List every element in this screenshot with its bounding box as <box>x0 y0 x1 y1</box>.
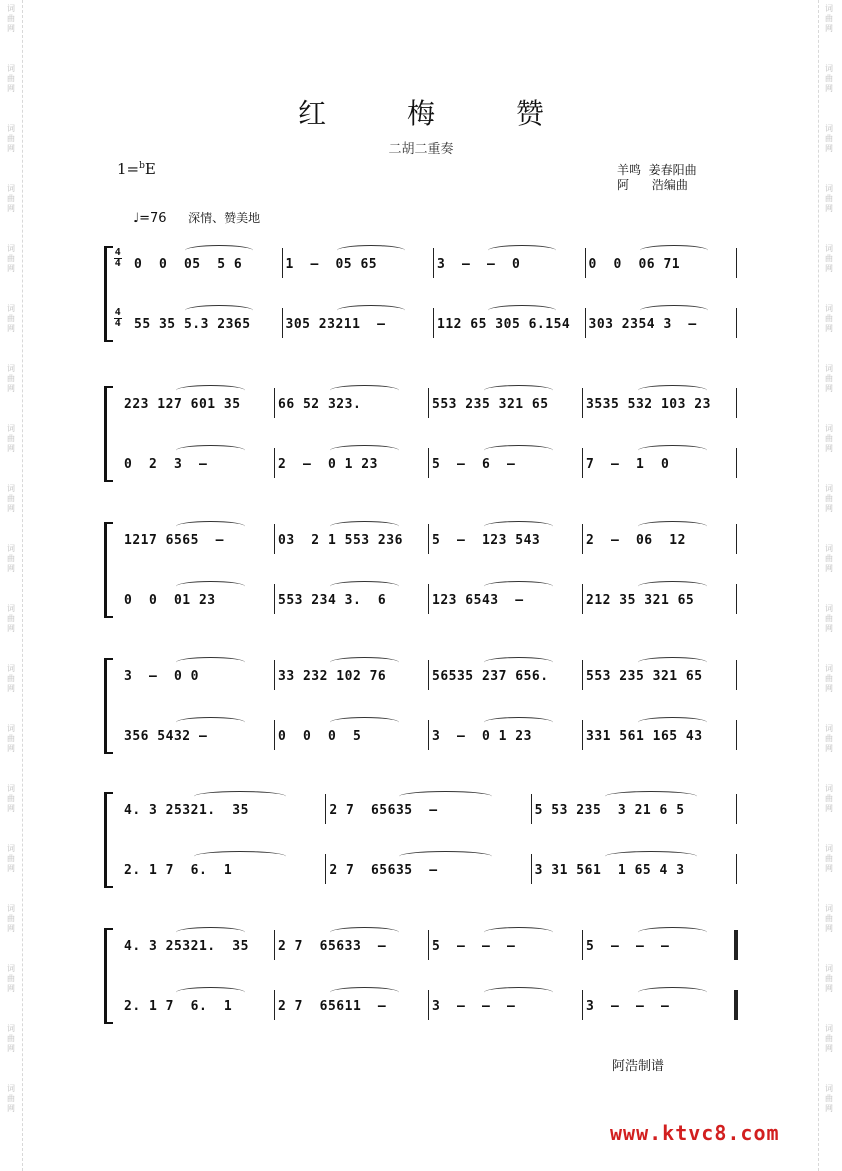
measure-notes: 4. 3 25321. 35 <box>124 803 249 818</box>
system-bracket <box>104 246 113 342</box>
measure <box>535 800 734 822</box>
slur <box>484 927 553 938</box>
measure-notes: 0 2 3 – <box>124 457 208 472</box>
slur <box>399 851 491 862</box>
barline <box>531 854 532 884</box>
margin-watermark: 词 曲 网 <box>825 4 833 33</box>
measure-notes: 331 561 165 43 <box>586 729 703 744</box>
slur <box>484 385 553 396</box>
slur <box>330 445 399 456</box>
barline <box>582 990 583 1020</box>
barline <box>736 794 737 824</box>
slur <box>337 305 405 316</box>
margin-watermark: 词 曲 网 <box>825 904 833 933</box>
margin-watermark: 词 曲 网 <box>825 844 833 873</box>
measure <box>586 530 734 552</box>
slur <box>638 445 707 456</box>
slur <box>484 657 553 668</box>
barline <box>428 930 429 960</box>
measure <box>134 254 280 276</box>
system-bracket <box>104 658 113 754</box>
time-sig-top: 4 <box>114 247 122 258</box>
margin-watermark: 词 曲 网 <box>825 124 833 153</box>
expression-mark: 深情、赞美地 <box>188 211 261 225</box>
measure-notes: 5 – – – <box>586 939 670 954</box>
upper-part-staff <box>114 247 738 276</box>
slur <box>638 657 707 668</box>
slur <box>176 987 245 998</box>
measure-notes: 03 2 1 553 236 <box>278 533 403 548</box>
margin-watermark: 词 曲 网 <box>825 364 833 393</box>
key-label: 1= <box>117 160 140 178</box>
score-system <box>104 658 738 756</box>
measure-notes: 5 – 123 543 <box>432 533 541 548</box>
measure <box>432 666 580 688</box>
time-sig-bottom: 4 <box>114 318 122 329</box>
measure <box>124 800 323 822</box>
measure <box>278 936 426 958</box>
upper-part-staff <box>118 936 738 958</box>
margin-watermark: 词 曲 网 <box>7 244 15 273</box>
tempo-marking <box>133 209 260 226</box>
measure-notes: 305 23211 – <box>285 317 386 332</box>
upper-part-staff <box>118 800 738 822</box>
measure-notes: 5 – – – <box>432 939 516 954</box>
barline <box>428 448 429 478</box>
margin-watermark: 词 曲 网 <box>7 664 15 693</box>
upper-part-staff <box>118 530 738 552</box>
time-sig-bottom: 4 <box>114 258 122 269</box>
time-sig-top: 4 <box>114 307 122 318</box>
slur <box>337 245 405 256</box>
margin-watermark: 词 曲 网 <box>7 904 15 933</box>
margin-watermark: 词 曲 网 <box>825 724 833 753</box>
key-flat: b <box>139 161 145 171</box>
measure <box>124 860 323 882</box>
measure <box>586 590 734 612</box>
margin-watermark: 词 曲 网 <box>7 424 15 453</box>
measure <box>589 314 735 336</box>
margin-watermark: 词 曲 网 <box>7 964 15 993</box>
slur <box>176 445 245 456</box>
barline <box>325 794 326 824</box>
margin-watermark: 词 曲 网 <box>7 844 15 873</box>
measure <box>124 530 272 552</box>
system-bracket <box>104 522 113 618</box>
measure-notes: 66 52 323. <box>278 397 362 412</box>
barline <box>282 248 283 278</box>
barline <box>585 308 586 338</box>
page-title: 红 梅 赞 <box>298 97 580 130</box>
right-watermark-column <box>822 0 836 1171</box>
measure-notes: 553 234 3. 6 <box>278 593 387 608</box>
slur <box>176 581 245 592</box>
composer-line: 羊鸣 姜春阳曲 <box>617 163 697 177</box>
slur <box>638 385 707 396</box>
measure-notes: 2 7 65633 – <box>278 939 387 954</box>
barline <box>736 388 737 418</box>
arranger-line: 阿 浩编曲 <box>617 178 688 192</box>
margin-watermark: 词 曲 网 <box>825 604 833 633</box>
measure-notes: 2 7 65635 – <box>329 863 438 878</box>
transcriber-credit: 阿浩制谱 <box>612 1059 665 1074</box>
key-note: E <box>144 160 156 178</box>
final-barline <box>734 990 738 1020</box>
barline <box>274 660 275 690</box>
measure <box>437 314 583 336</box>
barline <box>274 990 275 1020</box>
measure <box>278 996 426 1018</box>
margin-watermark: 词 曲 网 <box>825 184 833 213</box>
slur <box>638 521 707 532</box>
measure-notes: 2. 1 7 6. 1 <box>124 999 233 1014</box>
measure <box>586 394 734 416</box>
right-margin-line <box>818 0 819 1171</box>
site-watermark: www.ktvc8.com <box>610 1121 780 1145</box>
slur <box>605 851 697 862</box>
slur <box>330 927 399 938</box>
measure <box>329 800 528 822</box>
barline <box>582 388 583 418</box>
measure-notes: 5 – 6 – <box>432 457 516 472</box>
measure <box>535 860 734 882</box>
measure <box>432 936 580 958</box>
margin-watermark: 词 曲 网 <box>825 64 833 93</box>
barline <box>428 584 429 614</box>
lower-part-staff <box>118 726 738 748</box>
system-bracket <box>104 386 113 482</box>
barline <box>274 930 275 960</box>
barline <box>736 308 737 338</box>
margin-watermark: 词 曲 网 <box>7 364 15 393</box>
slur <box>330 581 399 592</box>
measure-notes: 2 7 65611 – <box>278 999 387 1014</box>
measure-notes: 303 2354 3 – <box>588 317 697 332</box>
score-system <box>104 928 738 1026</box>
slur <box>330 987 399 998</box>
slur <box>605 791 697 802</box>
measure <box>124 666 272 688</box>
measure-notes: 2. 1 7 6. 1 <box>124 863 233 878</box>
measure <box>278 666 426 688</box>
slur <box>176 717 245 728</box>
measure <box>589 254 735 276</box>
lower-part-staff <box>118 590 738 612</box>
composer-credits <box>617 163 697 193</box>
measure-notes: 3 – 0 1 23 <box>432 729 532 744</box>
measure <box>586 936 734 958</box>
margin-watermark: 词 曲 网 <box>7 1084 15 1113</box>
margin-watermark: 词 曲 网 <box>825 784 833 813</box>
measure-notes: 0 0 05 5 6 <box>134 257 243 272</box>
margin-watermark: 词 曲 网 <box>825 664 833 693</box>
measure-notes: 223 127 601 35 <box>124 397 241 412</box>
slur <box>176 385 245 396</box>
slur <box>484 717 553 728</box>
time-signature <box>114 248 122 269</box>
measure <box>124 394 272 416</box>
barline <box>274 584 275 614</box>
upper-part-staff <box>118 394 738 416</box>
measure <box>278 454 426 476</box>
slur <box>176 657 245 668</box>
measure-notes: 212 35 321 65 <box>586 593 695 608</box>
measure <box>329 860 528 882</box>
margin-watermark: 词 曲 网 <box>825 484 833 513</box>
barline <box>582 930 583 960</box>
margin-watermark: 词 曲 网 <box>7 64 15 93</box>
slur <box>330 521 399 532</box>
measure-notes: 3 – 0 0 <box>124 669 199 684</box>
barline <box>274 524 275 554</box>
slur <box>176 521 245 532</box>
score-system <box>104 386 738 484</box>
slur <box>330 385 399 396</box>
barline <box>433 248 434 278</box>
measure <box>124 590 272 612</box>
margin-watermark: 词 曲 网 <box>7 484 15 513</box>
slur <box>484 445 553 456</box>
measure <box>124 726 272 748</box>
lower-part-staff <box>118 454 738 476</box>
measure <box>586 726 734 748</box>
margin-watermark: 词 曲 网 <box>825 424 833 453</box>
barline <box>274 448 275 478</box>
measure-notes: 553 235 321 65 <box>586 669 703 684</box>
slur <box>640 245 708 256</box>
slur <box>638 927 707 938</box>
slur <box>488 245 556 256</box>
measure <box>432 454 580 476</box>
measure <box>278 530 426 552</box>
slur <box>330 657 399 668</box>
barline <box>736 584 737 614</box>
measure-notes: 3 31 561 1 65 4 3 <box>534 863 685 878</box>
measure-notes: 2 7 65635 – <box>329 803 438 818</box>
measure-notes: 55 35 5.3 2365 <box>134 317 251 332</box>
margin-watermark: 词 曲 网 <box>7 604 15 633</box>
barline <box>582 720 583 750</box>
barline <box>582 448 583 478</box>
measure <box>432 530 580 552</box>
measure-notes: 356 5432 – <box>124 729 208 744</box>
subtitle: 二胡二重奏 <box>388 142 454 157</box>
score-system <box>104 792 738 890</box>
barline <box>274 720 275 750</box>
slur <box>638 987 707 998</box>
slur <box>640 305 708 316</box>
left-watermark-column <box>4 0 18 1171</box>
final-barline <box>734 930 738 960</box>
margin-watermark: 词 曲 网 <box>825 304 833 333</box>
measure-notes: 3535 532 103 23 <box>586 397 711 412</box>
measure <box>124 936 272 958</box>
slur <box>185 305 253 316</box>
measure-notes: 0 0 01 23 <box>124 593 216 608</box>
measure-notes: 0 0 06 71 <box>588 257 681 272</box>
margin-watermark: 词 曲 网 <box>825 1084 833 1113</box>
slur <box>638 581 707 592</box>
barline <box>736 448 737 478</box>
margin-watermark: 词 曲 网 <box>825 1024 833 1053</box>
measure-notes: 3 – – – <box>432 999 516 1014</box>
margin-watermark: 词 曲 网 <box>7 724 15 753</box>
measure-notes: 112 65 305 6.154 <box>437 317 571 332</box>
measure <box>586 666 734 688</box>
measure-notes: 123 6543 – <box>432 593 524 608</box>
measure-notes: 2 – 0 1 23 <box>278 457 378 472</box>
measure <box>134 314 280 336</box>
slur <box>638 717 707 728</box>
measure <box>278 726 426 748</box>
barline <box>282 308 283 338</box>
system-bracket <box>104 792 113 888</box>
barline <box>428 990 429 1020</box>
system-bracket <box>104 928 113 1024</box>
margin-watermark: 词 曲 网 <box>7 4 15 33</box>
measure-notes: 7 – 1 0 <box>586 457 670 472</box>
margin-watermark: 词 曲 网 <box>7 124 15 153</box>
barline <box>531 794 532 824</box>
barline <box>585 248 586 278</box>
margin-watermark: 词 曲 网 <box>825 244 833 273</box>
margin-watermark: 词 曲 网 <box>7 544 15 573</box>
barline <box>428 720 429 750</box>
barline <box>274 388 275 418</box>
measure <box>278 590 426 612</box>
tempo-value: ♩=76 <box>133 211 167 226</box>
barline <box>736 524 737 554</box>
margin-watermark: 词 曲 网 <box>825 544 833 573</box>
measure-notes: 553 235 321 65 <box>432 397 549 412</box>
slur <box>194 851 286 862</box>
slur <box>484 521 553 532</box>
measure-notes: 1 – 05 65 <box>285 257 378 272</box>
slur <box>488 305 556 316</box>
measure <box>432 394 580 416</box>
score-system <box>104 246 738 344</box>
measure <box>124 996 272 1018</box>
score-system <box>104 522 738 620</box>
margin-watermark: 词 曲 网 <box>7 304 15 333</box>
lower-part-staff <box>118 996 738 1018</box>
measure <box>432 996 580 1018</box>
barline <box>736 660 737 690</box>
measure-notes: 0 0 0 5 <box>278 729 362 744</box>
upper-part-staff <box>118 666 738 688</box>
lower-part-staff <box>118 860 738 882</box>
measure-notes: 1217 6565 – <box>124 533 224 548</box>
slur <box>484 581 553 592</box>
margin-watermark: 词 曲 网 <box>825 964 833 993</box>
slur <box>185 245 253 256</box>
barline <box>582 660 583 690</box>
barline <box>428 388 429 418</box>
measure-notes: 3 – – 0 <box>437 257 521 272</box>
slur <box>330 717 399 728</box>
slur <box>194 791 286 802</box>
barline <box>736 854 737 884</box>
measure <box>586 454 734 476</box>
barline <box>736 248 737 278</box>
barline <box>428 524 429 554</box>
key-signature <box>117 160 156 178</box>
measure-notes: 3 – – – <box>586 999 670 1014</box>
measure-notes: 4. 3 25321. 35 <box>124 939 249 954</box>
measure <box>286 314 432 336</box>
slur <box>484 987 553 998</box>
barline <box>325 854 326 884</box>
measure-notes: 33 232 102 76 <box>278 669 387 684</box>
measure <box>278 394 426 416</box>
measure <box>586 996 734 1018</box>
measure <box>124 454 272 476</box>
measure <box>432 590 580 612</box>
slur <box>176 927 245 938</box>
barline <box>428 660 429 690</box>
margin-watermark: 词 曲 网 <box>7 184 15 213</box>
measure-notes: 56535 237 656. <box>432 669 549 684</box>
measure-notes: 2 – 06 12 <box>586 533 686 548</box>
left-margin-line <box>22 0 23 1171</box>
barline <box>433 308 434 338</box>
barline <box>582 584 583 614</box>
margin-watermark: 词 曲 网 <box>7 1024 15 1053</box>
measure <box>432 726 580 748</box>
barline <box>582 524 583 554</box>
measure-notes: 5 53 235 3 21 6 5 <box>534 803 685 818</box>
margin-watermark: 词 曲 网 <box>7 784 15 813</box>
slur <box>399 791 491 802</box>
lower-part-staff <box>114 307 738 336</box>
time-signature <box>114 308 122 329</box>
measure <box>286 254 432 276</box>
measure <box>437 254 583 276</box>
barline <box>736 720 737 750</box>
